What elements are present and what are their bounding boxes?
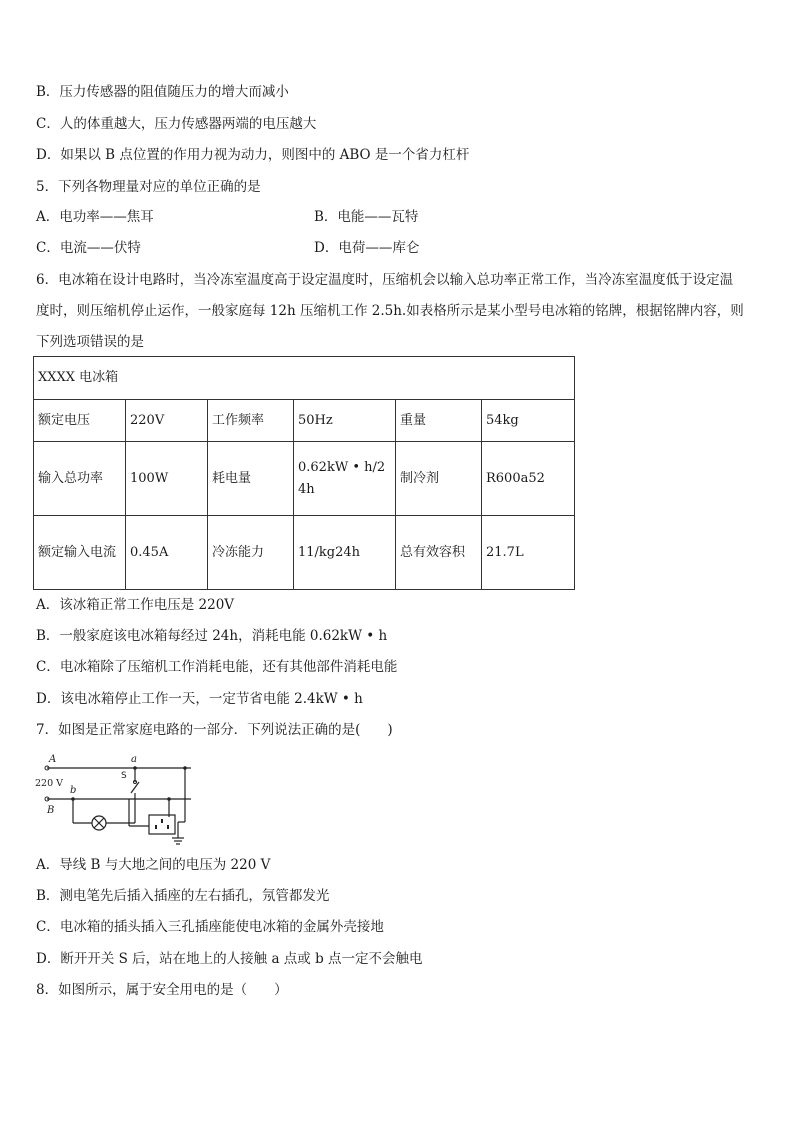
socket-box bbox=[149, 815, 175, 834]
label-b-wire: B bbox=[47, 805, 55, 816]
table-cell: 50Hz bbox=[294, 400, 396, 442]
table-cell: 总有效容积 bbox=[396, 516, 482, 590]
label-switch: S bbox=[121, 771, 127, 781]
table-cell: 额定电压 bbox=[34, 400, 126, 442]
fridge-nameplate-table bbox=[33, 356, 575, 590]
table-title-row bbox=[34, 357, 575, 400]
q5-option-a: A．电功率——焦耳 bbox=[36, 209, 154, 225]
q6-option-c: C．电冰箱除了压缩机工作消耗电能，还有其他部件消耗电能 bbox=[36, 659, 398, 675]
q7-option-a: A．导线 B 与大地之间的电压为 220 V bbox=[36, 857, 271, 873]
q5-option-c: C．电流——伏特 bbox=[36, 240, 141, 256]
table-title: XXXX 电冰箱 bbox=[34, 357, 575, 400]
q6-stem-line2: 度时，则压缩机停止运作，一般家庭每 12h 压缩机工作 2.5h.如表格所示是某小型号电冰箱的铭牌，根据铭牌内容，则 bbox=[36, 303, 744, 319]
q6-option-b: B．一般家庭该电冰箱每经过 24h，消耗电能 0.62kW • h bbox=[36, 628, 388, 644]
table-cell: 耗电量 bbox=[208, 442, 294, 516]
q5-stem: 5．下列各物理量对应的单位正确的是 bbox=[36, 179, 261, 195]
table-cell: 输入总功率 bbox=[34, 442, 126, 516]
q4-option-c: C．人的体重越大，压力传感器两端的电压越大 bbox=[36, 116, 317, 132]
table-cell: 54kg bbox=[482, 400, 575, 442]
table-cell: 冷冻能力 bbox=[208, 516, 294, 590]
table-cell: 21.7L bbox=[482, 516, 575, 590]
q5-option-b: B．电能——瓦特 bbox=[314, 209, 419, 225]
label-a-wire: A bbox=[49, 754, 57, 765]
table-cell: 220V bbox=[126, 400, 208, 442]
table-cell: 制冷剂 bbox=[396, 442, 482, 516]
table-row bbox=[34, 442, 575, 516]
q7-option-b: B．测电笔先后插入插座的左右插孔，氖管都发光 bbox=[36, 888, 330, 904]
q6-stem-line1: 6．电冰箱在设计电路时，当冷冻室温度高于设定温度时，压缩机会以输入总功率正常工作，当冷冻室温度低于设定温 bbox=[36, 272, 734, 288]
q7-option-c: C．电冰箱的插头插入三孔插座能使电冰箱的金属外壳接地 bbox=[36, 919, 384, 935]
table-cell: 100W bbox=[126, 442, 208, 516]
table-cell: 额定输入电流 bbox=[34, 516, 126, 590]
table-cell: 0.45A bbox=[126, 516, 208, 590]
table-cell: 重量 bbox=[396, 400, 482, 442]
q4-option-b: B．压力传感器的阻值随压力的增大而减小 bbox=[36, 84, 289, 100]
q4-option-d: D．如果以 B 点位置的作用力视为动力，则图中的 ABO 是一个省力杠杆 bbox=[36, 147, 470, 163]
q7-stem: 7．如图是正常家庭电路的一部分．下列说法正确的是( ) bbox=[36, 722, 393, 738]
table-row bbox=[34, 516, 575, 590]
node-b bbox=[71, 797, 75, 801]
table-cell: 11/kg24h bbox=[294, 516, 396, 590]
q6-stem-line3: 下列选项错误的是 bbox=[36, 334, 144, 350]
label-a-node: a bbox=[131, 754, 137, 765]
household-circuit-diagram bbox=[33, 722, 203, 846]
table-cell: 工作频率 bbox=[208, 400, 294, 442]
q6-option-d: D．该电冰箱停止工作一天，一定节省电能 2.4kW • h bbox=[36, 691, 363, 707]
node-a bbox=[133, 766, 137, 770]
label-voltage: 220 V bbox=[35, 778, 64, 789]
label-b-node: b bbox=[70, 785, 77, 796]
q8-stem: 8．如图所示，属于安全用电的是（ ） bbox=[36, 982, 288, 998]
q7-option-d: D．断开开关 S 后，站在地上的人接触 a 点或 b 点一定不会触电 bbox=[36, 951, 423, 967]
q6-option-a: A．该冰箱正常工作电压是 220V bbox=[36, 597, 235, 613]
table-row bbox=[34, 400, 575, 442]
table-cell: 0.62kW • h/24h bbox=[294, 442, 396, 516]
table-cell: R600a52 bbox=[482, 442, 575, 516]
q5-option-d: D．电荷——库仑 bbox=[314, 240, 420, 256]
socket-icon bbox=[155, 819, 169, 829]
